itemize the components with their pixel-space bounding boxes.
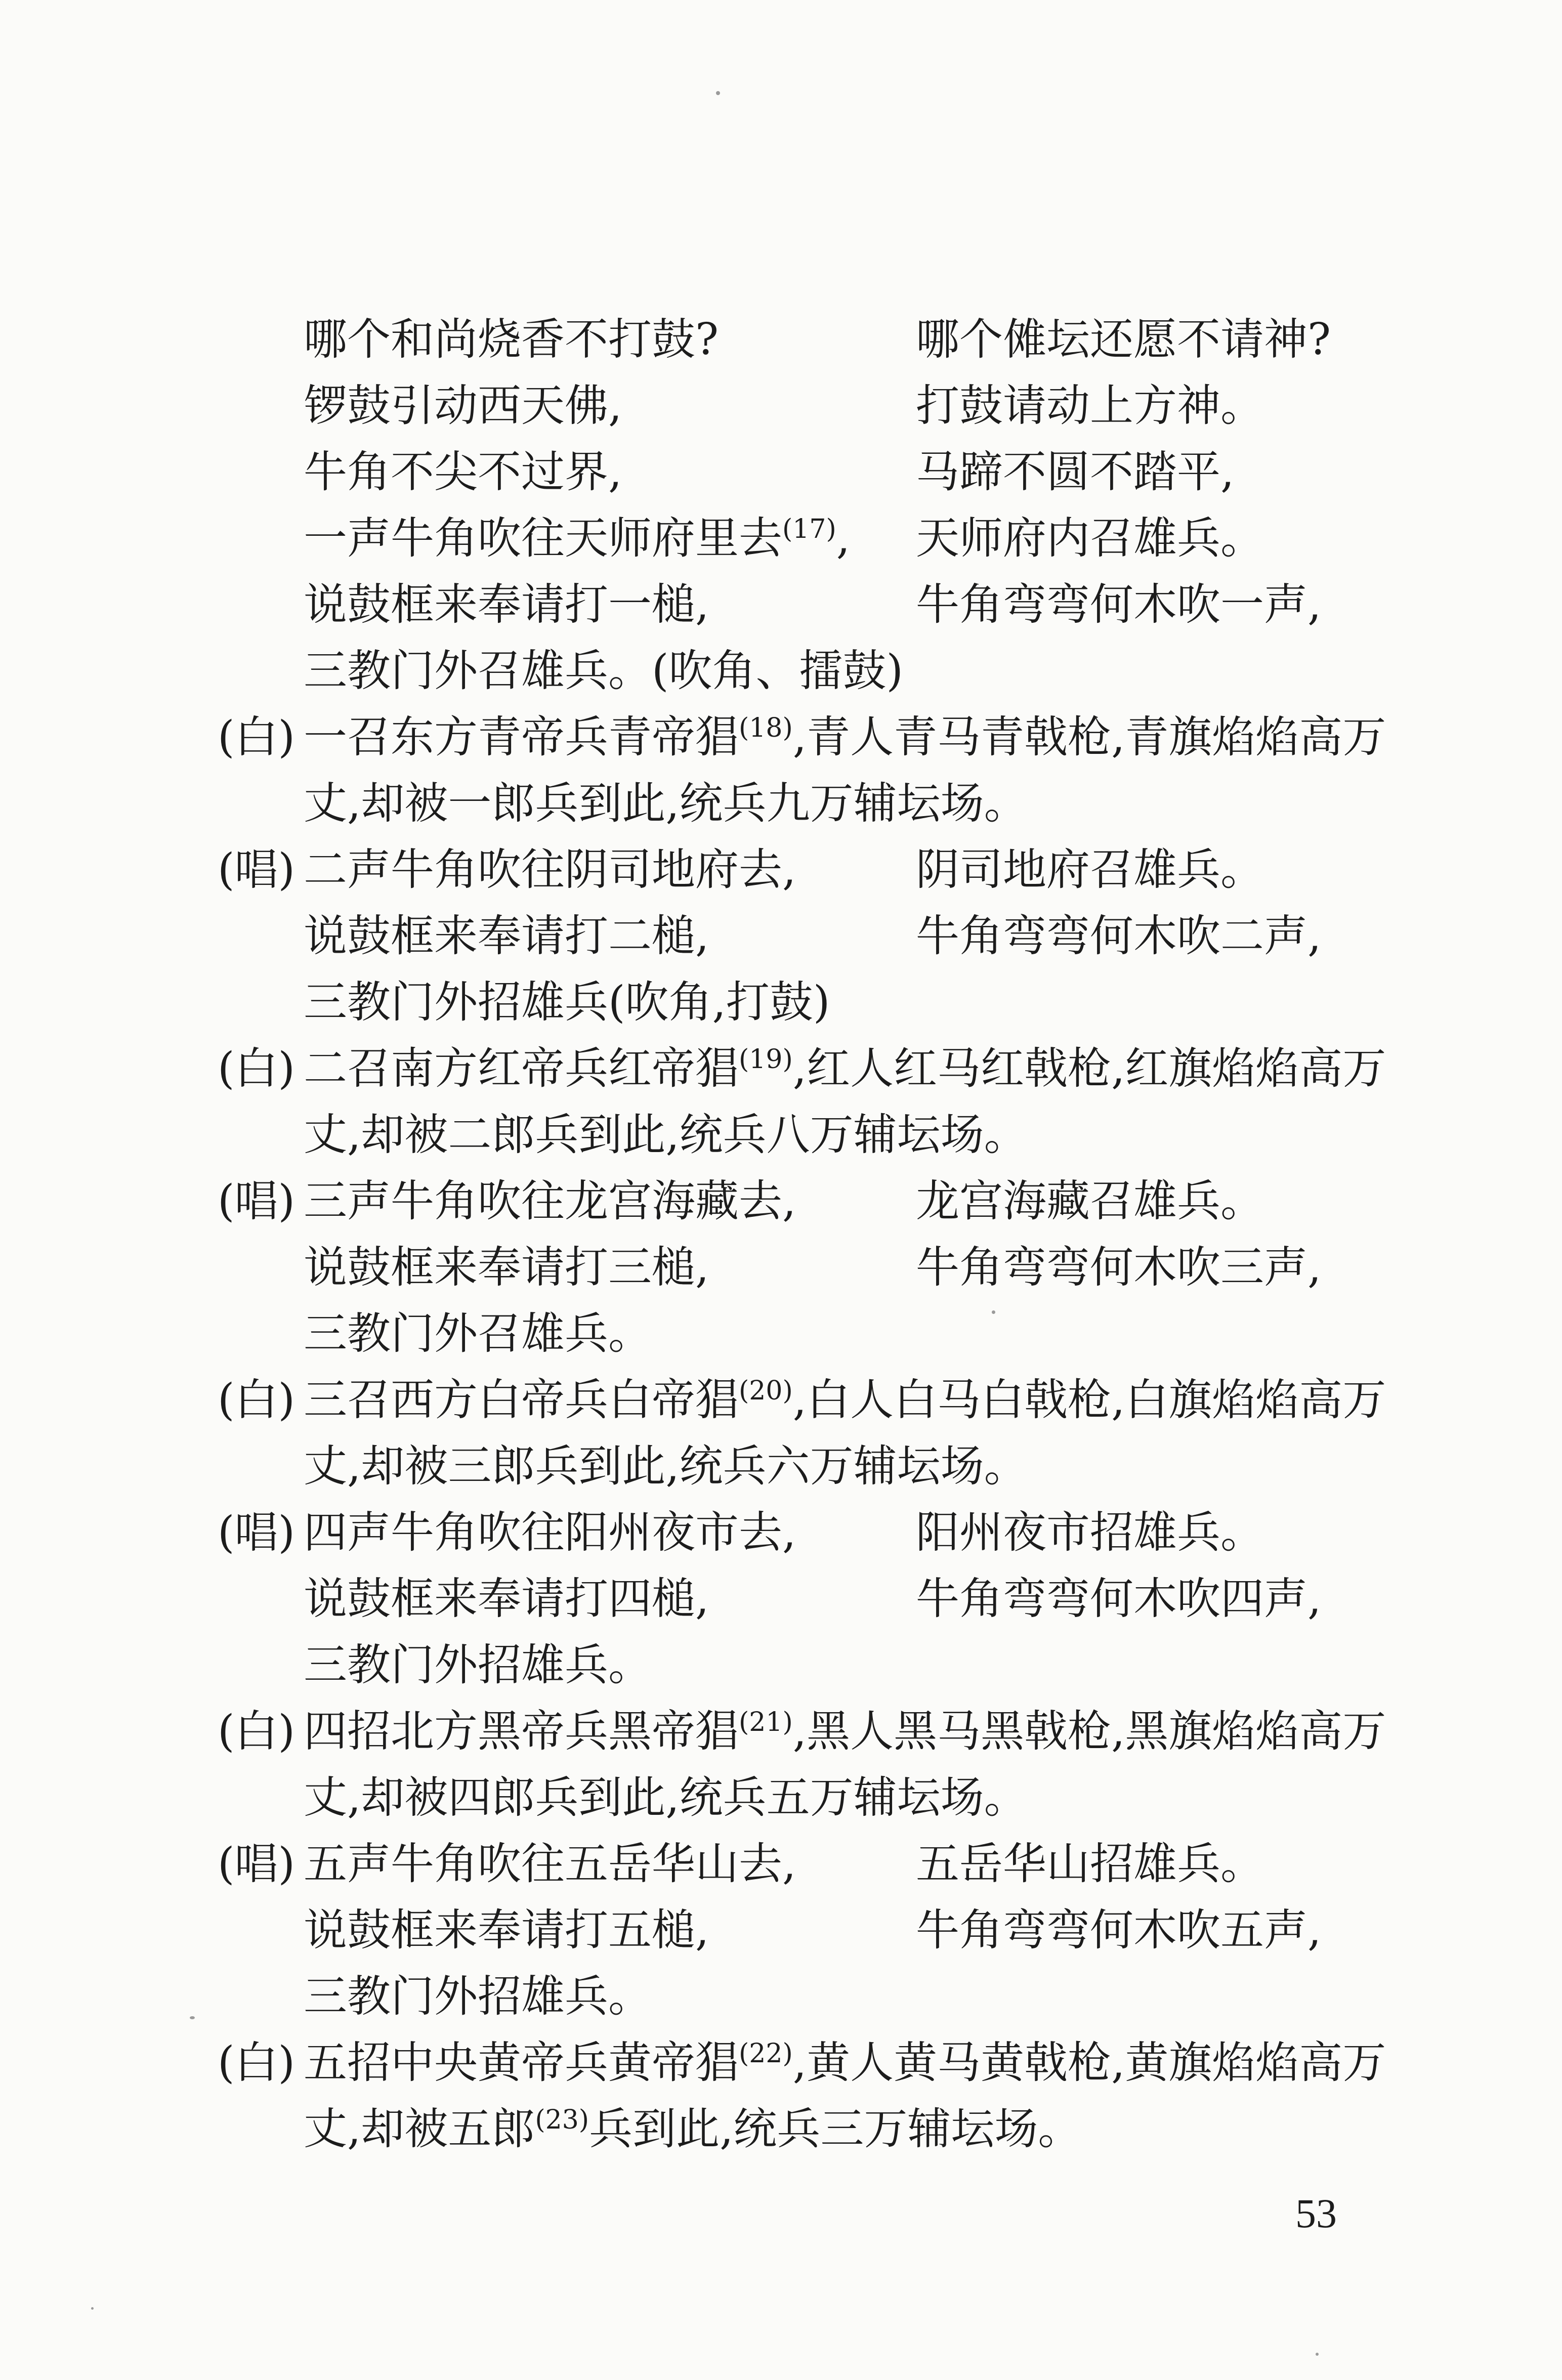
role-marker: (唱): [218, 1839, 295, 1889]
verse-right: 天师府内召雄兵。: [916, 513, 1264, 564]
verse-line: [0, 307, 1562, 373]
verse-left: 牛角不尖不过界,: [304, 447, 622, 497]
sung-line: [0, 1168, 1562, 1235]
spoken-line: [0, 2030, 1562, 2096]
verse-single: 三教门外招雄兵。: [304, 1971, 652, 2022]
spoken-cont: 丈,却被一郎兵到此,统兵九万辅坛场。: [304, 778, 1028, 829]
spoken-text-a: 四招北方黑帝兵黑帝猖: [304, 1706, 739, 1757]
verse-single: 三教门外召雄兵。: [304, 1308, 652, 1359]
verse-left: 说鼓框来奉请打一槌,: [304, 579, 709, 630]
spoken-continuation: [0, 771, 1562, 837]
spoken-continuation: [0, 1433, 1562, 1500]
page-number: 53: [1295, 2190, 1337, 2236]
spoken-text-b: ,青人青马青戟枪,青旗焰焰高万: [792, 712, 1386, 762]
spoken-text: [304, 1036, 1386, 1102]
verse-single: 三教门外招雄兵。: [304, 1640, 652, 1690]
spoken-text: [304, 2030, 1386, 2096]
spoken-continuation: [0, 1102, 1562, 1168]
role-marker: (白): [218, 1375, 295, 1425]
verse-right: 阴司地府召雄兵。: [916, 844, 1264, 895]
verse-left-punct: ,: [836, 513, 851, 564]
spoken-line: [0, 704, 1562, 771]
spoken-continuation: [0, 1765, 1562, 1831]
scan-speck: [190, 2016, 195, 2019]
spoken-text-b: ,白人白马白戟枪,白旗焰焰高万: [792, 1375, 1386, 1425]
role-marker: (白): [218, 1706, 295, 1757]
verse-right: 哪个傩坛还愿不请神?: [916, 314, 1331, 365]
verse-left: 五声牛角吹往五岳华山去,: [304, 1839, 796, 1889]
role-marker: (白): [218, 2037, 295, 2088]
role-marker: (唱): [218, 1176, 295, 1226]
verse-right: 牛角弯弯何木吹三声,: [916, 1242, 1322, 1293]
scan-speck: [992, 1310, 995, 1314]
verse-line: [0, 505, 1562, 572]
verse-right: 牛角弯弯何木吹二声,: [916, 911, 1322, 961]
verse-left-text: 一声牛角吹往天师府里去: [304, 513, 782, 564]
spoken-cont: 丈,却被四郎兵到此,统兵五万辅坛场。: [304, 1772, 1028, 1823]
verse-line: [0, 572, 1562, 638]
spoken-cont: [304, 2096, 1081, 2162]
spoken-cont: 丈,却被三郎兵到此,统兵六万辅坛场。: [304, 1441, 1028, 1492]
verse-left: 说鼓框来奉请打五槌,: [304, 1905, 709, 1956]
spoken-line: [0, 1698, 1562, 1765]
verse-left: 说鼓框来奉请打二槌,: [304, 911, 709, 961]
verse-left: 锣鼓引动西天佛,: [304, 380, 622, 431]
spoken-cont-b: 兵到此,统兵三万辅坛场。: [589, 2104, 1082, 2154]
verse-line: [0, 1964, 1562, 2030]
sung-line: [0, 1831, 1562, 1897]
spoken-text-b: ,黄人黄马黄戟枪,黄旗焰焰高万: [792, 2037, 1386, 2088]
verse-left: 四声牛角吹往阳州夜市去,: [304, 1507, 796, 1558]
verse-left: 哪个和尚烧香不打鼓?: [304, 314, 719, 365]
verse-line: [0, 439, 1562, 505]
verse-line: [0, 1632, 1562, 1698]
verse-line: [0, 1301, 1562, 1367]
verse-left: 说鼓框来奉请打四槌,: [304, 1574, 709, 1624]
verse-right: 打鼓请动上方神。: [916, 380, 1264, 431]
verse-line: [0, 969, 1562, 1036]
spoken-text: [304, 1367, 1386, 1433]
scan-speck: [1316, 2353, 1319, 2356]
verse-left: 三声牛角吹往龙宫海藏去,: [304, 1176, 796, 1226]
verse-right: 牛角弯弯何木吹一声,: [916, 579, 1322, 630]
footnote-ref: (19): [739, 1044, 793, 1075]
sung-line: [0, 1500, 1562, 1566]
scan-speck: [716, 91, 720, 95]
footnote-ref: (17): [782, 514, 836, 544]
verse-single: 三教门外召雄兵。(吹角、擂鼓): [304, 646, 904, 696]
footnote-ref: (23): [535, 2105, 589, 2135]
role-marker: (唱): [218, 1507, 295, 1558]
verse-right: 阳州夜市招雄兵。: [916, 1507, 1264, 1558]
verse-line: [0, 373, 1562, 439]
verse-line: [0, 903, 1562, 969]
spoken-line: [0, 1367, 1562, 1433]
verse-left: [304, 505, 850, 572]
verse-single: 三教门外招雄兵(吹角,打鼓): [304, 977, 830, 1028]
spoken-cont-a: 丈,却被五郎: [304, 2104, 535, 2154]
spoken-continuation: [0, 2096, 1562, 2162]
verse-line: [0, 638, 1562, 704]
spoken-text: [304, 1698, 1386, 1765]
role-marker: (唱): [218, 844, 295, 895]
verse-right: 龙宫海藏召雄兵。: [916, 1176, 1264, 1226]
sung-line: [0, 837, 1562, 903]
spoken-text-a: 二召南方红帝兵红帝猖: [304, 1043, 739, 1094]
spoken-text-b: ,黑人黑马黑戟枪,黑旗焰焰高万: [792, 1706, 1386, 1757]
verse-left: 说鼓框来奉请打三槌,: [304, 1242, 709, 1293]
spoken-line: [0, 1036, 1562, 1102]
verse-right: 五岳华山招雄兵。: [916, 1839, 1264, 1889]
role-marker: (白): [218, 1043, 295, 1094]
verse-left: 二声牛角吹往阴司地府去,: [304, 844, 796, 895]
verse-right: 牛角弯弯何木吹四声,: [916, 1574, 1322, 1624]
spoken-text-a: 五招中央黄帝兵黄帝猖: [304, 2037, 739, 2088]
verse-line: [0, 1566, 1562, 1632]
spoken-text-a: 三召西方白帝兵白帝猖: [304, 1375, 739, 1425]
scan-speck: [91, 2307, 94, 2310]
verse-right: 马蹄不圆不踏平,: [916, 447, 1235, 497]
verse-line: [0, 1235, 1562, 1301]
verse-line: [0, 1897, 1562, 1964]
spoken-text: [304, 704, 1386, 771]
verse-right: 牛角弯弯何木吹五声,: [916, 1905, 1322, 1956]
spoken-text-a: 一召东方青帝兵青帝猖: [304, 712, 739, 762]
footnote-ref: (18): [739, 713, 793, 743]
role-marker: (白): [218, 712, 295, 762]
spoken-cont: 丈,却被二郎兵到此,统兵八万辅坛场。: [304, 1110, 1028, 1160]
footnote-ref: (22): [739, 2038, 793, 2069]
footnote-ref: (20): [739, 1376, 793, 1406]
spoken-text-b: ,红人红马红戟枪,红旗焰焰高万: [792, 1043, 1386, 1094]
footnote-ref: (21): [739, 1707, 793, 1737]
